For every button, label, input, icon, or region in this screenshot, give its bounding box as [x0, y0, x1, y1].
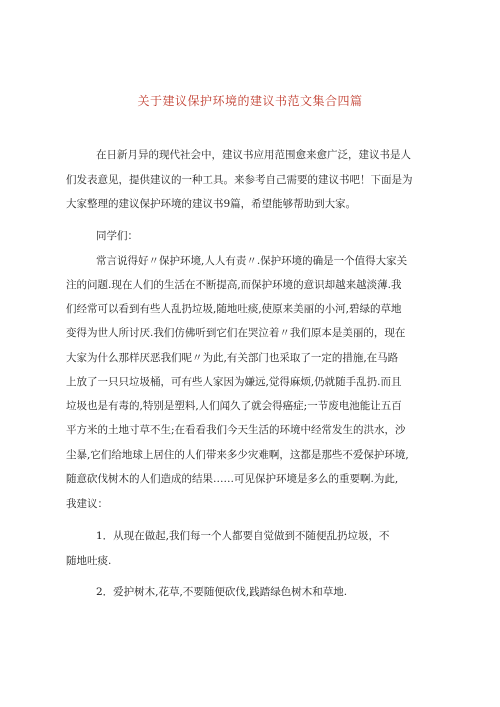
paragraph-line: 大家整理的建议保护环境的建议书9篇，希望能够帮助到大家。 [66, 198, 357, 210]
paragraph-line: 大家为什么那样厌恶我们呢〃为此,有关部门也采取了一定的措施,在马路 [66, 352, 399, 364]
paragraph-line: 常言说得好〃保护环境,人人有责〃.保护环境的确是一个值得大家关 [96, 255, 408, 267]
paragraph-line: 变得为世人所讨厌.我们仿佛听到它们在哭泣着〃我们原本是美丽的，现在 [66, 327, 406, 339]
paragraph-line: 们发表意见，提供建议的一种工具。来参考自己需要的建议书吧！下面是为 [66, 174, 413, 186]
paragraph-line: 我建议： [66, 498, 108, 510]
paragraph-line: 注的问题.现在人们的生活在不断提高,而保护环境的意识却越来越淡薄.我 [66, 279, 402, 291]
list-item-2: 2．爱护树木,花草,不要随便砍伐,践踏绿色树木和草地. [96, 586, 348, 598]
list-item-1: 1．从现在做起,我们每一个人都要自觉做到不随便乱扔垃圾，不 [96, 530, 390, 542]
paragraph-line: 垃圾也是有毒的,特别是塑料,人们闻久了就会得癌症;一节废电池能让五百 [66, 400, 402, 412]
list-item-1-continued: 随地吐痰. [66, 555, 112, 567]
salutation: 同学们： [96, 230, 138, 242]
document-title: 关于建议保护环境的建议书范文集合四篇 [137, 94, 363, 108]
paragraph-line: 在日新月异的现代社会中，建议书应用范围愈来愈广泛，建议书是人 [96, 149, 411, 161]
paragraph-line: 随意砍伐树木的人们造成的结果……可见保护环境是多么的重要啊.为此, [66, 473, 399, 485]
paragraph-line: 们经常可以看到有些人乱扔垃圾,随地吐痰,使原来美丽的小河,碧绿的草地 [66, 303, 402, 315]
paragraph-line: 尘暴,它们给地球上居住的人们带来多少灾难啊，这都是那些不爱保护环境, [66, 449, 409, 461]
paragraph-line: 平方米的土地寸草不生;在看看我们今天生活的环境中经常发生的洪水，沙 [66, 424, 406, 436]
paragraph-line: 上放了一只只垃圾桶，可有些人家因为嫌远,觉得麻烦,仍就随手乱扔.而且 [66, 376, 402, 388]
